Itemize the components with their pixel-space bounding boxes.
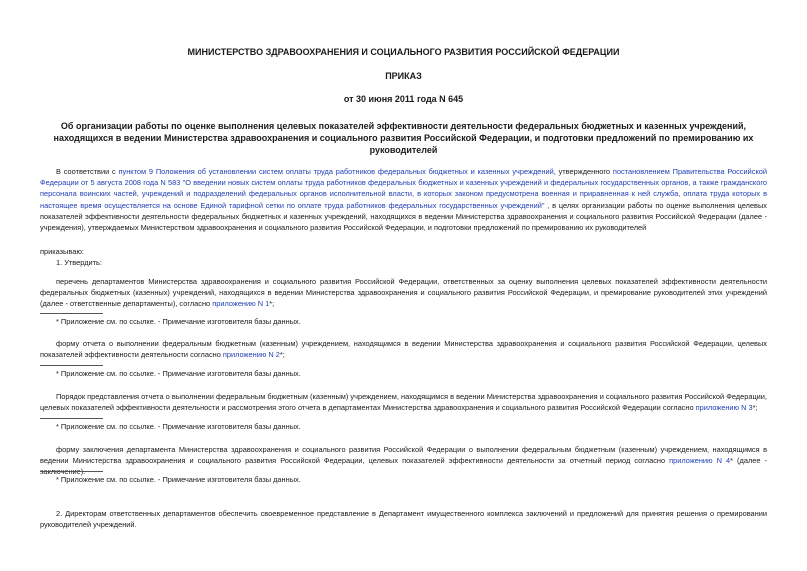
footnote-divider bbox=[40, 418, 103, 419]
footnote: * Приложение см. по ссылке. - Примечание изготовителя базы данных. bbox=[56, 475, 301, 484]
footnote: * Приложение см. по ссылке. - Примечание изготовителя базы данных. bbox=[56, 317, 301, 326]
footnote: * Приложение см. по ссылке. - Примечание изготовителя базы данных. bbox=[56, 422, 301, 431]
item-1-sub-2: форму отчета о выполнении федеральным бюджетным (казенным) учреждением, находящимся в ведении Министерства здравоохранения и социального развития Российской Федерации, целевых показателей эффективности деятельности согласно приложению N 2*; bbox=[40, 339, 767, 360]
footnote: * Приложение см. по ссылке. - Примечание изготовителя базы данных. bbox=[56, 369, 301, 378]
footnote-divider bbox=[40, 471, 103, 472]
link-government-decree[interactable]: постановлением Правительства Российской Федерации от 5 августа 2008 года N 583 "О введении новых систем оплаты труда работников федеральных бюджетных и казенных учреждений и федеральных государственных органов, а также гражданского персонала воинских частей, учреждений и подразделений федеральных органов исполнительной власти, в которых законом предусмотрена военная и приравненная к ней служба, оплата труда которых в настоящее время осуществляется на основе Единой тарифной сетки по оплате труда работников федеральных государственных учреждений" bbox=[40, 167, 768, 210]
link-appendix-2[interactable]: приложению N 2 bbox=[222, 350, 280, 360]
item-2: 2. Директорам ответственных департаментов обеспечить своевременное представление в Департамент имущественного комплекса заключений и предложений для принятия решения о премировании руководителей учреждений. bbox=[40, 509, 767, 530]
footnote-divider bbox=[40, 313, 103, 314]
item-1-sub-4: форму заключения департамента Министерства здравоохранения и социального развития Российской Федерации о выполнении федеральным бюджетным (казенным) учреждением, находящимся в ведении Министерства здравоохранения и социального развития Российской Федерации, целевых показателей эффективности деятельности за отчетный период согласно приложению N 4* (далее - заключение). bbox=[40, 445, 767, 477]
item-1-sub-1: перечень департаментов Министерства здравоохранения и социального развития Российской Федерации, ответственных за оценку выполнения целевых показателей эффективности деятельности федеральных бюджетных (казенных) учреждений, находящихся в ведении Министерства здравоохранения и социального развития Российской Федерации, и премирование руководителей этих учреждений (далее - ответственные департаменты), согласно приложению N 1*; bbox=[40, 277, 767, 309]
ministry-heading: МИНИСТЕРСТВО ЗДРАВООХРАНЕНИЯ И СОЦИАЛЬНОГО РАЗВИТИЯ РОССИЙСКОЙ ФЕДЕРАЦИИ bbox=[187, 47, 620, 57]
item-1: 1. Утвердить: bbox=[56, 258, 102, 267]
order-word: приказываю: bbox=[40, 247, 84, 256]
link-appendix-3[interactable]: приложению N 3 bbox=[695, 403, 753, 413]
document-title: Об организации работы по оценке выполнения целевых показателей эффективности деятельности федеральных бюджетных и казенных учреждений, находящихся в ведении Министерства здравоохранения и социального развития Российской Федерации, и подготовки предложений по премированию их руководителей bbox=[53, 121, 754, 155]
doc-date: от 30 июня 2011 года N 645 bbox=[343, 94, 464, 104]
link-appendix-4[interactable]: приложению N 4 bbox=[669, 456, 731, 466]
link-clause-9[interactable]: пунктом 9 Положения об установлении систем оплаты труда работников федеральных бюджетных и казенных учреждений bbox=[118, 167, 554, 176]
preamble-paragraph: В соответствии с пунктом 9 Положения об установлении систем оплаты труда работников федеральных бюджетных и казенных учреждений, утвержденного постановлением Правительства Российской Федерации от 5 августа 2008 года N 583 "О введении новых систем оплаты труда работников федеральных бюджетных и казенных учреждений и федеральных государственных органов, а также гражданского персонала воинских частей, учреждений и подразделений федеральных органов исполнительной власти, в которых законом предусмотрена военная и приравненная к ней служба, оплата труда которых в настоящее время осуществляется на основе Единой тарифной сетки по оплате труда работников федеральных государственных учреждений" , в целях организации работы по оценке выполнения целевых показателей эффективности деятельности федеральных бюджетных и казенных учреждений, находящихся в ведении Министерства здравоохранения и социального развития Российской Федерации (далее - учреждения), утверждаемых Министерством здравоохранения и социального развития Российской Федерации, и подготовки предложений по премированию их руководителей bbox=[40, 167, 768, 233]
item-1-sub-3: Порядок представления отчета о выполнении федеральным бюджетным (казенным) учреждением, находящимся в ведении Министерства здравоохранения и социального развития Российской Федерации, целевых показателей эффективности деятельности и рассмотрения этого отчета в департаментах Министерства здравоохранения и социального развития Российской Федерации согласно приложению N 3*; bbox=[40, 392, 767, 413]
footnote-divider bbox=[40, 365, 103, 366]
doc-type-heading: ПРИКАЗ bbox=[385, 71, 422, 81]
link-appendix-1[interactable]: приложению N 1 bbox=[212, 299, 270, 309]
